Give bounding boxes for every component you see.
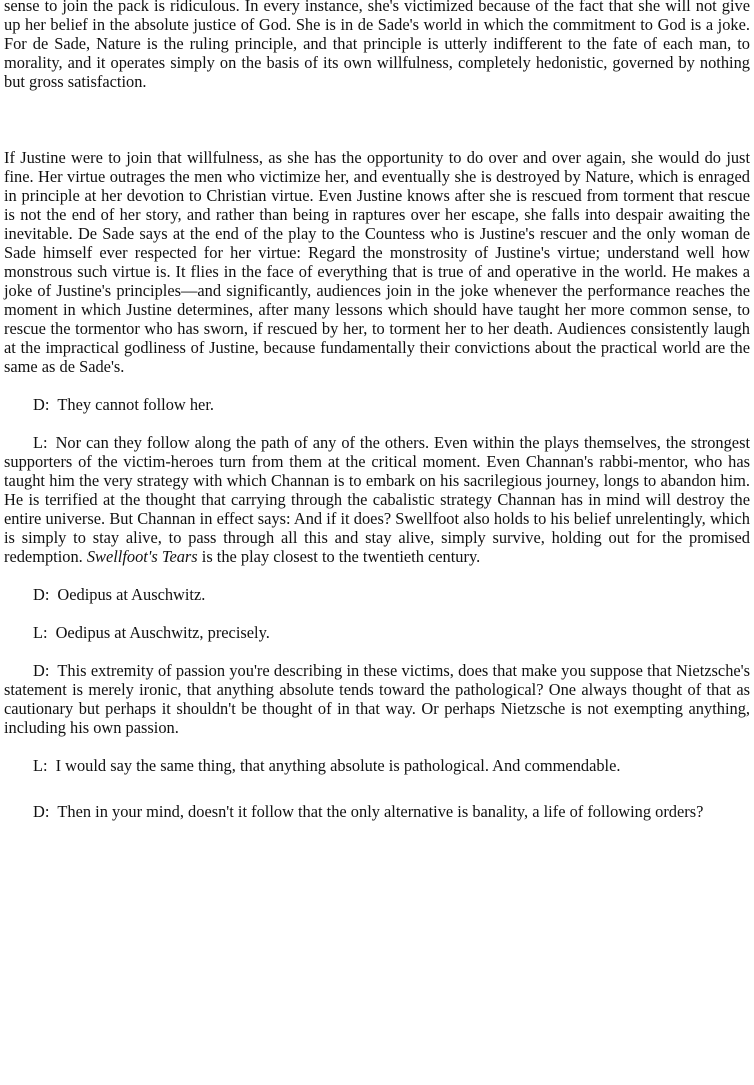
speaker-label: D:	[33, 802, 50, 821]
dialogue-text: This extremity of passion you're describing in these victims, does that make you suppose that Nietzsche's statement is merely ironic, that anything absolute tends toward the pathological? One always thought of that as cautionary but perhaps it shouldn't be thought of in that way. Or perhaps Nietzsche is not exempting anything, including his own passion.	[4, 661, 750, 737]
dialogue-text: Then in your mind, doesn't it follow that the only alternative is banality, a life of following orders?	[57, 802, 704, 821]
play-title: Swellfoot's Tears	[86, 547, 198, 566]
speaker-label: L:	[33, 756, 48, 775]
dialogue-text: Oedipus at Auschwitz, precisely.	[55, 623, 270, 642]
dialogue-text: Nor can they follow along the path of any of the others. Even within the plays themselves, the strongest supporters of the victim-heroes turn from them at the critical moment. Even Channan's rabbi-mentor, who has taught him the very strategy with which Channan is to embark on his sacrilegious journey, longs to abandon him. He is terrified at the thought that carrying through the cabalistic strategy Channan has in mind will destroy the entire universe. But Channan in effect says: And if it does? Swellfoot also holds to his belief unrelentingly, which is simply to stay alive, to pass through all this and stay alive, simply survive, holding out for the promised redemption.	[4, 433, 750, 566]
paragraph: If Justine were to join that willfulness, as she has the opportunity to do over and over again, she would do just fine. Her virtue outrages the men who victimize her, and eventually she is destroyed by Nature, which is enraged in principle at her devotion to Christian virtue. Even Justine knows after she is rescued from torment that rescue is not the end of her story, and rather than being in raptures over her escape, she falls into despair awaiting the inevitable. De Sade says at the end of the play to the Countess who is Justine's rescuer and the only woman de Sade himself ever respected for her virtue: Regard the monstrosity of Justine's virtue; understand well how monstrous such virtue is. It flies in the face of everything that is true of and operative in the world. He makes a joke of Justine's principles—and significantly, audiences join in the joke whenever the performance reaches the moment in which Justine determines, after many lessons which should have taught her more common sense, to rescue the tormentor who has sworn, if rescued by her, to torment her to her death. Audiences consistently laugh at the impractical godliness of Justine, because fundamentally their convictions about the practical world are the same as de Sade's.	[4, 148, 750, 376]
dialogue-text: I would say the same thing, that anything absolute is pathological. And commendable.	[55, 756, 621, 775]
speaker-label: D:	[33, 661, 50, 680]
document-page	[4, 0, 750, 829]
dialogue-text: Oedipus at Auschwitz.	[57, 585, 206, 604]
speaker-label: L:	[33, 433, 48, 452]
dialogue-line	[4, 794, 750, 829]
dialogue-line	[4, 433, 750, 566]
speaker-label: D:	[33, 395, 50, 414]
dialogue-line	[4, 661, 750, 737]
dialogue-text: They cannot follow her.	[57, 395, 214, 414]
dialogue-line	[4, 623, 750, 642]
dialogue-line	[4, 756, 750, 775]
dialogue-line	[4, 395, 750, 414]
paragraph: sense to join the pack is ridiculous. In every instance, she's victimized because of the fact that she will not give up her belief in the absolute justice of God. She is in de Sade's world in which the commitment to God is a joke. For de Sade, Nature is the ruling principle, and that principle is utterly indifferent to the fate of each man, to morality, and it operates simply on the basis of its own willfulness, completely hedonistic, governed by nothing but gross satisfaction.	[4, 0, 750, 91]
speaker-label: D:	[33, 585, 50, 604]
speaker-label: L:	[33, 623, 48, 642]
dialogue-line	[4, 585, 750, 604]
dialogue-text-continued: is the play closest to the twentieth century.	[197, 547, 481, 566]
